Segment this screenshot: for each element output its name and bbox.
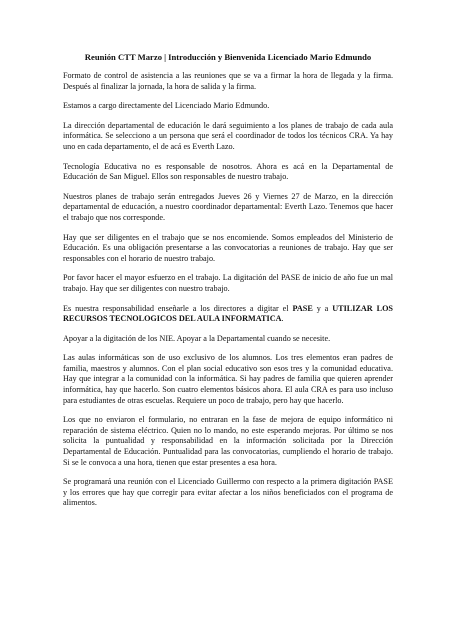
paragraph-nie-support: Apoyar a la digitación de los NIE. Apoyar a la Departamental cuando se necesite. xyxy=(63,333,331,343)
paragraph-effort: Por favor hacer el mayor esfuerzo en el trabajo. La digitación del PASE de inicio de año fue un mal trabajo. Hay que ser diligentes con nuestro trabajo. xyxy=(63,273,393,293)
paragraph-attendance: Formato de control de asistencia a las reuniones que se va a firmar la hora de llegada y la firma. Después al finalizar la jornada, la hora de salida y la firma. xyxy=(63,71,393,91)
pase-prefix: Es nuestra responsabilidad enseñarle a los directores a digitar el xyxy=(63,303,293,313)
paragraph-form-punctuality: Los que no enviaron el formulario, no entraran en la fase de mejora de equipo informático ni reparación de sistema eléctrico. Quien no lo mando, no este esperando mejoras. Por último se nos solicita la puntualidad y responsabilidad en la información solicitada por la Dirección Departamental de Educación. Puntualidad para las convocatorias, cumpliendo el horario de trabajo. Si se le convoca a una hora, tienen que estar presentes a esa hora. xyxy=(63,415,393,467)
paragraph-diligence: Hay que ser diligentes en el trabajo que se nos encomiende. Somos empleados del Ministerio de Educación. Es una obligación presentarse a las convocatorias a reuniones de trabajo. Hay que ser responsables con el horario de nuestro trabajo. xyxy=(63,232,393,263)
paragraph-next-meeting: Se programará una reunión con el Licenciado Guillermo con respecto a la primera digitación PASE y los errores que hay que corregir para evitar afectar a los niños beneficiados con el programa de alimentos. xyxy=(63,477,393,508)
document-title: Reunión CTT Marzo | Introducción y Bienvenida Licenciado Mario Edmundo xyxy=(84,52,372,62)
pase-bold: PASE xyxy=(292,303,313,313)
paragraph-in-charge: Estamos a cargo directamente del Licenciado Mario Edmundo. xyxy=(63,101,270,111)
document-body xyxy=(63,52,393,518)
pase-middle: y a xyxy=(312,303,333,313)
paragraph-coordinator: La dirección departamental de educación le dará seguimiento a los planes de trabajo de cada aula informática. Se selecciono a un persona que será el coordinador de todos los técnicos CRA. Ya hay uno en cada departamento, el de acá es Everth Lazo. xyxy=(63,120,393,151)
pase-suffix: . xyxy=(281,314,284,324)
paragraph-tech-education: Tecnología Educativa no es responsable de nosotros. Ahora es acá en la Departamental de Educación de San Miguel. Ellos son responsables de nuestro trabajo. xyxy=(63,161,393,182)
pase-emphasis: UTILIZAR LOS RECURSOS TECNOLOGICOS DEL AULA INFORMATICA xyxy=(63,303,393,324)
paragraph-computer-labs: Las aulas informáticas son de uso exclusivo de los alumnos. Los tres elementos eran padres de familia, maestros y alumnos. Con el plan social educativo son esos tres y la comunidad educativa. Hay que integrar a la comunidad con la informática. Si hay padres de familia que quieren aprender informática, hay que hacerlo. Son cuatro elementos básicos ahora. El aula CRA es para uso incluso para estudiantes de otras escuelas. Requiere un poco de trabajo, pero hay que hacerlo. xyxy=(63,353,393,405)
paragraph-pase-responsibility xyxy=(63,304,393,325)
paragraph-work-plans: Nuestros planes de trabajo serán entregados Jueves 26 y Viernes 27 de Marzo, en la dirección departamental de educación, a nuestro coordinador departamental: Everth Lazo. Tenemos que hacer el trabajo que nos corresponde. xyxy=(63,191,393,222)
